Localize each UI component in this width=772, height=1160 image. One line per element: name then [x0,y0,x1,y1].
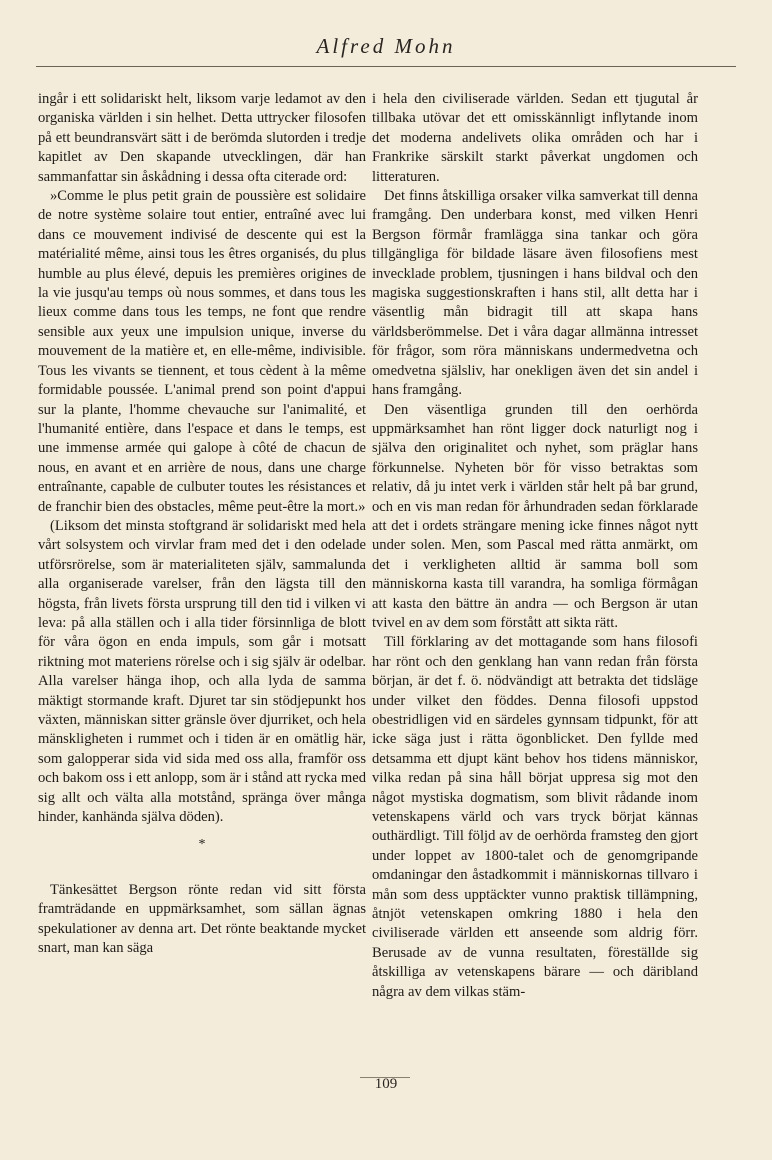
paragraph: Till förklaring av det mottagande som hans filosofi har rönt och den genklang han vann redan från första början, är det f. ö. nödvändigt att betrakta det tidsläge under vilket den föddes. Denna filosofi uppstod obestridligen vid en särdeles gynnsam tidpunkt, för att icke säga just i rätta ögonblicket. Den fyllde med detsamma ett djupt känt behov hos tidens människor, vilka redan på sina håll börjat uppresa sig mot den något mystiska dogmatism, som blivit rådande inom vetenskapens värld och vars tryck börjat kännas outhärdligt. Till följd av de oerhörda framsteg den gjort under loppet av 1800-talet och de genomgripande omdaningar den åstadkommit i människornas tillvaro i mån som dess upptäckter vunno praktisk tillämpning, åtnjöt vetenskapen omkring 1880 i hela den civiliserade världen ett anseende som aldrig förr. Berusade av de vunna resultaten, föreställde sig åtskilliga av vetenskapens bärare — och däribland några av dem vilkas stäm- [372,634,698,1000]
french-quote: »Comme le plus petit grain de poussière est solidaire de notre système solaire tout entier, entraîné avec lui dans ce mouvement indivisé de descente qui est la matérialité même, ainsi tous les êtres organisés, du plus humble au plus élevé, depuis les premières origines de la vie jusqu'au temps où nous sommes, et dans tous les lieux comme dans tous les temps, ne font que rendre sensible aux yeux une impulsion unique, inverse du mouvement de la matière et, en elle-même, indivisible. Tous les vivants se tiennent, et tous cèdent à la même formidable poussée. L'animal prend son point d'appui sur la plante, l'homme chevauche sur l'animalité, et l'humanité entière, dans l'espace et dans le temps, est une immense armée qui galope à côté de chacun de nous, en avant et en arrière de nous, dans une charge entraînante, capable de culbuter toutes les résistances et de franchir bien des obstacles, même peut-être la mort.» [38,188,366,515]
page-number: 109 [374,1076,398,1092]
paragraph: i hela den civiliserade världen. Sedan ett tjugutal år tillbaka utövar det ett omisskännligt inflytande inom det moderna andelivets olika områden och har i Frankrike särskilt starkt påverkat ungdomen och litteraturen. [372,91,698,185]
header-rule [36,66,736,67]
paragraph: Det finns åtskilliga orsaker vilka samverkat till denna framgång. Den underbara konst, med vilken Henri Bergson förmår framlägga sina tankar och göra tillgängliga för bildade läsare även filosofiens mest invecklade problem, tjusningen i hans bildval och den magiska suggestionskraften i hans stil, allt detta har i väsentlig mån bidragit till att skapa hans världsberömmelse. Det i våra dagar allmänna intresset för frågor, som röra människans undermedvetna och omedvetna själsliv, har onekligen även det sin andel i hans framgång. [372,188,698,399]
left-column [38,90,366,958]
right-column [372,90,698,1002]
paragraph: Den väsentliga grunden till den oerhörda uppmärksamhet han rönt ligger dock naturligt nog i själva den originalitet och nyhet, som präglar hans förkunnelse. Nyheten bör för visso betraktas som relativ, då ju intet verk i världen står helt på bar grund, och en vis man redan för århundraden sedan förklarade att det i ordets strängare mening icke finnes något nytt under solen. Men, som Pascal med rätta anmärkt, om det i verkligheten alltid är samma boll som människorna kasta till varandra, ha somliga förmågan att kasta den bättre än andra — och Bergson är utan tvivel en av dem som förstått att sikta rätt. [372,401,698,631]
paragraph: ingår i ett solidariskt helt, liksom varje ledamot av den organiska världen i sin helhet. Detta uttrycker filosofen på ett beundransvärt sätt i de berömda slutorden i tredje kapitlet av Den skapande utvecklingen, där han sammanfattar sin åskådning i dessa ofta citerade ord: [38,91,366,185]
paragraph: Tänkesättet Bergson rönte redan vid sitt första framträdande en uppmärksamhet, som sällan ägnas spekulationer av denna art. Det rönte beaktande mycket snart, man kan säga [38,881,366,957]
section-separator: * [198,837,206,853]
running-header: Alfred Mohn [316,34,456,58]
swedish-translation: (Liksom det minsta stoftgrand är solidariskt med hela vårt solsystem och virvlar fram med det i den odelade utförsrörelse, som är materialiteten själv, sammalunda alla organiserade varelser, från den lägsta till den högsta, från livets första ursprung till den tid i vilken vi leva: på alla ställen och i alla tider försinnliga de blott för våra ögon en enda impuls, som går i motsatt riktning mot materiens rörelse och i sig själv är odelbar. Alla varelser hänga ihop, och alla lyda de samma mäktigt stormande kraft. Djuret tar sin stödjepunkt hos växten, människan sitter gränsle över djurriket, och hela mänskligheten i rummet och i tiden är en omätlig här, som galopperar sida vid sida med oss alla, framför oss och bakom oss i ett anlopp, som är i stånd att rycka med sig allt och välta alla motstånd, spränga över många hinder, kanhända själva döden). [38,517,366,826]
